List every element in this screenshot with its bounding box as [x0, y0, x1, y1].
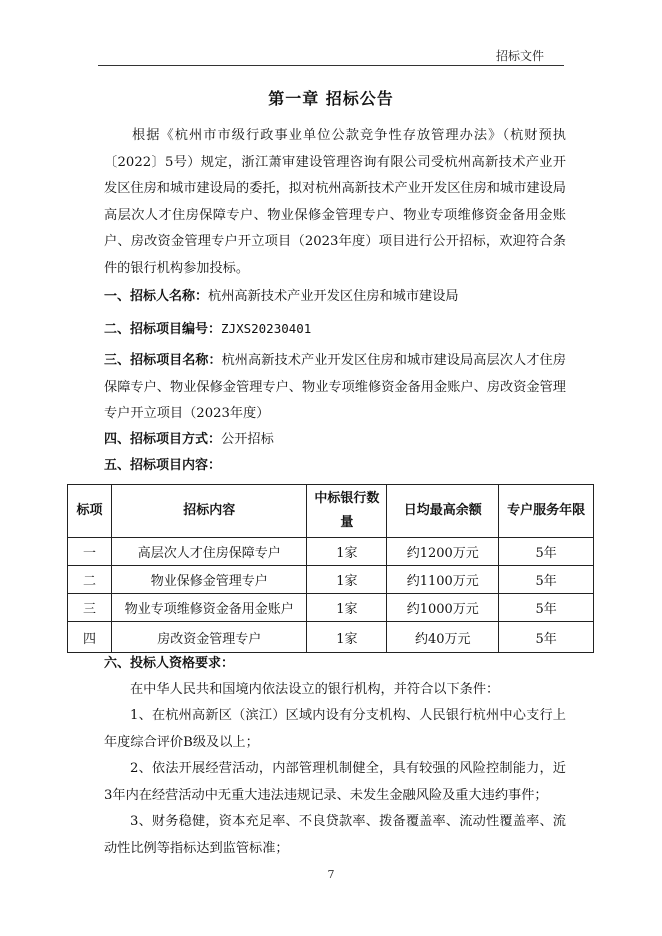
section-label: 四、招标项目方式： — [104, 432, 222, 447]
section-label: 五、招标项目内容： — [104, 458, 222, 473]
section-project-number — [104, 316, 566, 344]
table-cell: 三 — [68, 594, 112, 622]
table-cell: 约1100万元 — [387, 566, 499, 594]
section-label: 一、招标人名称： — [104, 289, 209, 304]
section-label: 三、招标项目名称： — [104, 353, 222, 368]
table-cell: 物业保修金管理专户 — [111, 566, 307, 594]
table-cell: 5年 — [499, 538, 594, 566]
table-row — [68, 594, 594, 622]
qualification-item-1: 1、在杭州高新区（滨江）区域内设有分支机构、人民银行杭州中心支行上年度综合评价B级及以上； — [104, 708, 566, 750]
section-project-method — [104, 427, 566, 454]
column-header: 中标银行数量 — [307, 485, 387, 538]
table-cell: 1家 — [307, 538, 387, 566]
document-header-label: 招标文件 — [495, 49, 544, 63]
table-row — [68, 566, 594, 594]
section-value: 公开招标 — [221, 432, 274, 447]
table-cell: 高层次人才住房保障专户 — [111, 538, 307, 566]
section-qualification-label — [104, 651, 566, 678]
table-cell: 约40万元 — [387, 622, 499, 653]
column-header: 标项 — [68, 485, 112, 538]
table-row — [68, 622, 594, 653]
table-cell: 约1200万元 — [387, 538, 499, 566]
table-cell: 房改资金管理专户 — [111, 622, 307, 653]
column-header: 专户服务年限 — [499, 485, 594, 538]
page-number: 7 — [327, 868, 335, 881]
table-cell: 1家 — [307, 622, 387, 653]
section-label: 六、投标人资格要求： — [104, 656, 235, 671]
table-cell: 5年 — [499, 594, 594, 622]
qualification-item-3: 3、财务稳健，资本充足率、不良贷款率、拨备覆盖率、流动性覆盖率、流动性比例等指标达到监管标准； — [104, 814, 566, 856]
column-header: 日均最高余额 — [387, 485, 499, 538]
qualification-item-2: 2、依法开展经营活动，内部管理机制健全，具有较强的风险控制能力，近3年内在经营活动中无重大违法违规记录、未发生金融风险及重大违约事件； — [104, 761, 566, 803]
table-cell: 1家 — [307, 566, 387, 594]
table-cell: 一 — [68, 538, 112, 566]
bid-items-table — [67, 484, 594, 653]
qualification-lead: 在中华人民共和国境内依法设立的银行机构，并符合以下条件： — [130, 682, 500, 697]
section-project-content — [104, 453, 566, 480]
section-label: 二、招标项目编号： — [104, 322, 222, 337]
section-project-name — [104, 348, 566, 428]
column-header: 招标内容 — [111, 485, 307, 538]
section-value: ZJXS20230401 — [221, 321, 312, 336]
section-value: 杭州高新技术产业开发区住房和城市建设局 — [208, 289, 459, 304]
section-value: 杭州高新技术产业开发区住房和城市建设局高层次人才住房保障专户、物业保修金管理专户、物业专项维修资金备用金账户、房改资金管理专户开立项目（2023年度） — [104, 353, 566, 421]
header-divider — [98, 65, 564, 66]
section-bidder-name — [104, 284, 566, 311]
table-cell: 5年 — [499, 622, 594, 653]
table-header-row — [68, 485, 594, 538]
table-cell: 5年 — [499, 566, 594, 594]
chapter-title: 第一章 招标公告 — [268, 89, 394, 108]
table-cell: 四 — [68, 622, 112, 653]
table-cell: 二 — [68, 566, 112, 594]
table-cell: 物业专项维修资金备用金账户 — [111, 594, 307, 622]
table-cell: 约1000万元 — [387, 594, 499, 622]
table-row — [68, 538, 594, 566]
intro-paragraph: 根据《杭州市市级行政事业单位公款竞争性存放管理办法》（杭财预执〔2022〕5号）规定，浙江萧审建设管理咨询有限公司受杭州高新技术产业开发区住房和城市建设局的委托，拟对杭州高新技术产业开发区住房和城市建设局高层次人才住房保障专户、物业保修金管理专户、物业专项维修资金备用金账户、房改资金管理专户开立项目（2023年度）项目进行公开招标，欢迎符合条件的银行机构参加投标。 — [104, 128, 566, 276]
table-cell: 1家 — [307, 594, 387, 622]
